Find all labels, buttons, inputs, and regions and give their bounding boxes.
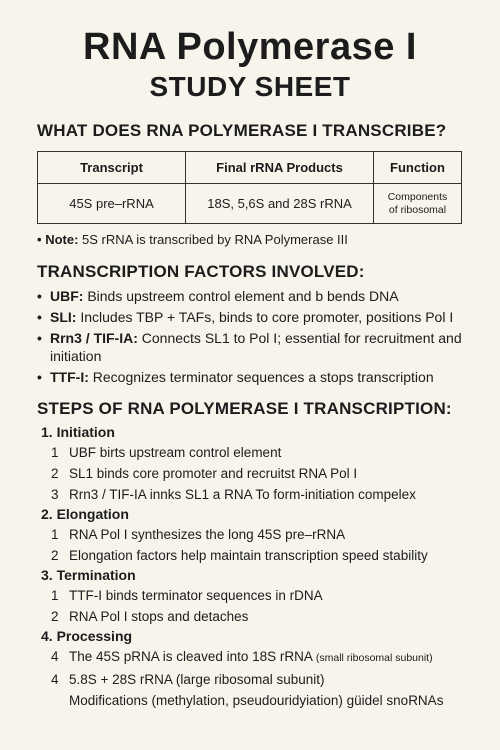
cell-function [374,184,462,224]
section-heading-transcribe: WHAT DOES RNA POLYMERASE I TRANSCRIBE? [37,121,447,140]
column-header-function: Function [374,152,462,184]
factor-text: Recognizes terminator sequences a stops transcription [88,369,434,385]
list-item [51,585,480,606]
item-number: 4 [51,649,59,664]
cell-transcript: 45S pre–rRNA [38,184,186,224]
list-item [51,524,480,545]
transcript-table [37,151,462,224]
item-text: The 45S pRNA is cleaved into 18S rRNA [69,649,316,664]
steps-body [37,423,480,711]
list-item [51,484,480,505]
step-processing-list [37,646,480,711]
item-text: RNA Pol I synthesizes the long 45S pre–rRNA [69,527,346,542]
item-number: 4 [51,672,59,687]
note-text: 5S rRNA is transcribed by RNA Polymerase III [78,232,348,247]
factor-text: Connects SL1 to Pol I; essential for recruitment and initiation [50,330,462,364]
step-processing-title: 4. Processing [41,628,133,644]
item-number: 2 [51,466,59,481]
list-item [37,287,480,305]
list-item [51,545,480,566]
column-header-products: Final rRNA Products [186,152,374,184]
cell-products: 18S, 5,6S and 28S rRNA [186,184,374,224]
item-text: RNA Pol I stops and detaches [69,609,249,624]
step-initiation-list [37,442,480,505]
item-text-small: (small ribosomal subunit) [315,652,433,664]
factor-name: SLI: [50,309,77,325]
page-subtitle: STUDY SHEET [149,71,351,102]
cell-function-line1: Components [387,190,448,203]
note-bullet: • [37,232,42,247]
item-number: 3 [51,487,59,502]
note-label: Note: [45,232,79,247]
list-item [37,329,480,365]
item-number: 1 [51,445,59,460]
factor-name: UBF: [50,288,84,304]
page-title: RNA Polymerase I [83,26,417,68]
table-row [38,184,462,224]
step-initiation-title: 1. Initiation [41,424,115,440]
factor-list [37,287,480,386]
list-item [51,646,480,669]
list-item [51,442,480,463]
item-text-continued: Modifications (methylation, pseudouridyiation) güidel snoRNAs [69,693,444,708]
step-termination-title: 3. Termination [41,567,136,583]
step-termination-list [37,585,480,627]
factor-text: Binds upstreem control element and b bends DNA [83,288,399,304]
list-item [51,463,480,484]
cell-function-line2: of ribosomal [388,203,447,216]
item-text: Rrn3 / TIF-IA innks SL1 a RNA To form-initiation compelex [69,487,416,502]
item-number: 1 [51,588,59,603]
factor-text: Includes TBP + TAFs, binds to core promoter, positions Pol I [76,309,454,325]
list-item [51,669,480,711]
note [37,231,480,249]
item-text: 5.8S + 28S rRNA (large ribosomal subunit) [69,672,325,687]
section-heading-factors: TRANSCRIPTION FACTORS INVOLVED: [37,262,365,281]
list-item [37,368,480,386]
item-text: Elongation factors help maintain transcription speed stability [69,548,428,563]
item-number: 2 [51,609,59,624]
factor-name: Rrn3 / TIF-IA: [50,330,138,346]
item-text: TTF-I binds terminator sequences in rDNA [69,588,323,603]
table-header-row [38,152,462,184]
list-item [37,308,480,326]
item-number: 1 [51,527,59,542]
item-text: SL1 binds core promoter and recruitst RNA Pol I [69,466,358,481]
step-elongation-list [37,524,480,566]
section-heading-steps: STEPS OF RNA POLYMERASE I TRANSCRIPTION: [37,399,452,418]
list-item [51,606,480,627]
factor-name: TTF-I: [50,369,89,385]
column-header-transcript: Transcript [38,152,186,184]
item-number: 2 [51,548,59,563]
item-text: UBF birts upstream control element [69,445,282,460]
step-elongation-title: 2. Elongation [41,506,129,522]
